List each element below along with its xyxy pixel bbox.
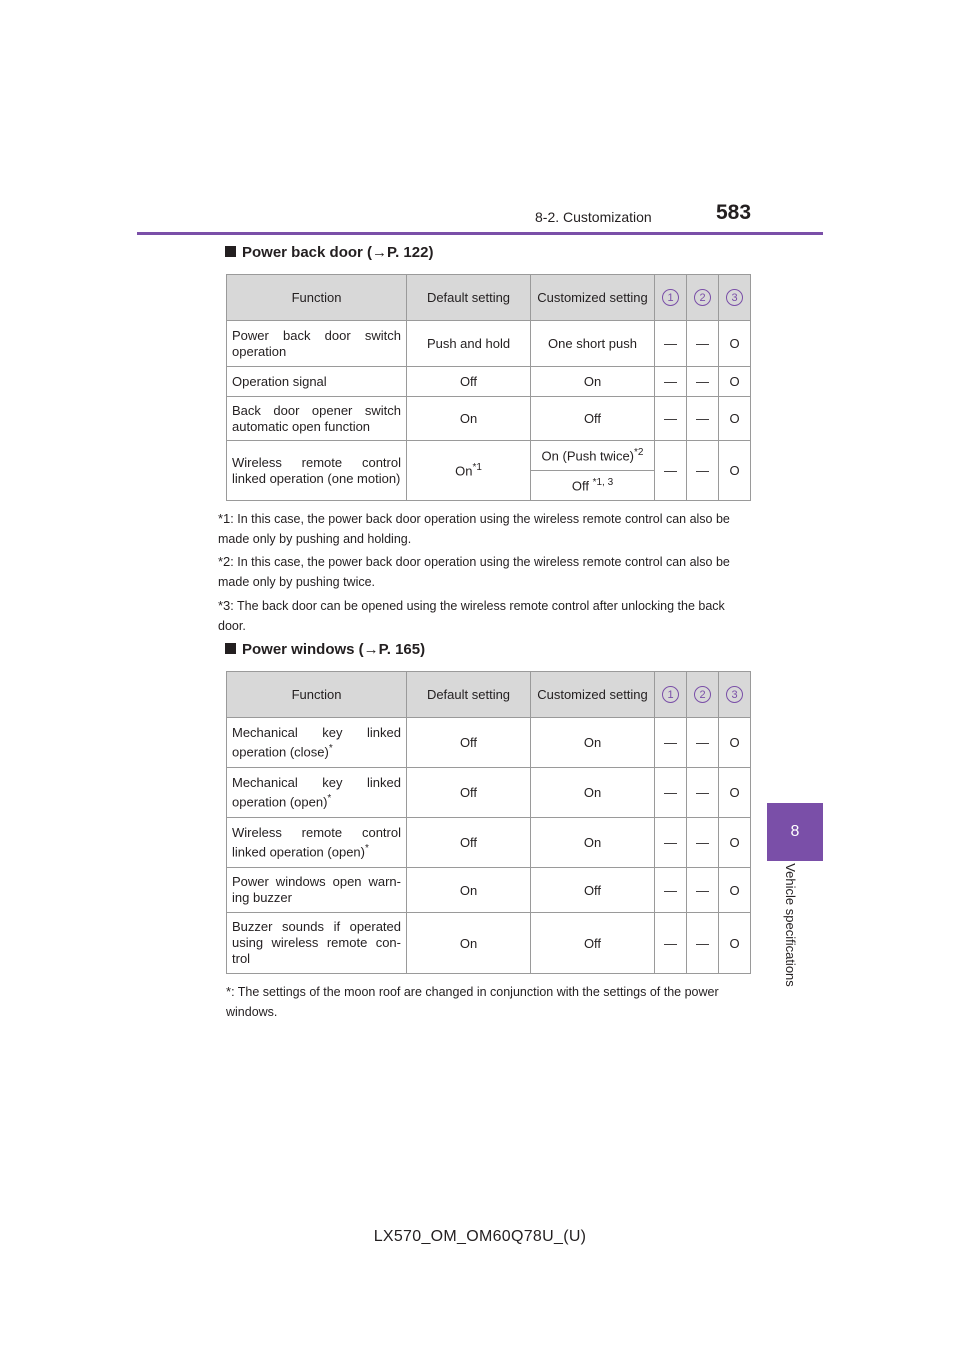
header-divider: [137, 232, 823, 235]
section-heading: 8-2. Customization: [535, 209, 652, 225]
table-row: Buzzer sounds if operated using wireless remote con-trol On Off — — O: [227, 913, 751, 974]
table-row: Wireless remote control linked operation (one motion) On$^{*1}$ On (Push twice)$^{*2}$ — — O: [227, 441, 751, 471]
power-back-door-table: [226, 274, 751, 501]
col-1: [655, 672, 687, 718]
circled-2-icon: 2: [694, 686, 711, 703]
table-row: Mechanical key linked operation (open)* Off On — — O: [227, 768, 751, 818]
col-function: Function: [227, 275, 407, 321]
table-row: Power windows open warn-ing buzzer On Off — — O: [227, 868, 751, 913]
circled-1-icon: 1: [662, 289, 679, 306]
footnote: *2: In this case, the power back door operation using the wireless remote control can also be made only by pushing twice.: [218, 554, 730, 589]
col-3: [719, 275, 751, 321]
square-bullet-icon: [225, 643, 236, 654]
section-title-power-back-door: Power back door (→P. 122): [225, 244, 433, 261]
table-row: Mechanical key linked operation (close)* Off On — — O: [227, 718, 751, 768]
table-row: Wireless remote control linked operation (open)* Off On — — O: [227, 818, 751, 868]
circled-3-icon: 3: [726, 289, 743, 306]
table-row: Power back door switch operation Push and hold One short push — — O: [227, 321, 751, 367]
power-windows-table: [226, 671, 751, 974]
col-2: [687, 275, 719, 321]
table-row: Back door opener switch automatic open function On Off — — O: [227, 397, 751, 441]
footnote: *3: The back door can be opened using the wireless remote control after unlocking the back door.: [218, 598, 725, 633]
col-2: [687, 672, 719, 718]
footnote: *1: In this case, the power back door operation using the wireless remote control can also be made only by pushing and holding.: [218, 511, 730, 546]
circled-2-icon: 2: [694, 289, 711, 306]
section-title-power-windows: Power windows (→P. 165): [225, 641, 425, 658]
square-bullet-icon: [225, 246, 236, 257]
table-row: Operation signal Off On — — O: [227, 367, 751, 397]
document-code-footer: LX570_OM_OM60Q78U_(U): [373, 1228, 587, 1245]
circled-3-icon: 3: [726, 686, 743, 703]
col-default: Default setting: [407, 672, 531, 718]
circled-1-icon: 1: [662, 686, 679, 703]
footnote: *: The settings of the moon roof are changed in conjunction with the settings of the power windows.: [226, 984, 719, 1019]
table-header-row: [227, 672, 751, 718]
col-customized: Customized setting: [531, 672, 655, 718]
col-default: Default setting: [407, 275, 531, 321]
chapter-number: 8: [790, 823, 800, 840]
chapter-label: Vehicle specifications: [783, 863, 798, 987]
col-function: Function: [227, 672, 407, 718]
table-row: Off $^{*1, 3}$: [227, 471, 751, 501]
col-1: [655, 275, 687, 321]
table-header-row: [227, 275, 751, 321]
col-customized: Customized setting: [531, 275, 655, 321]
col-3: [719, 672, 751, 718]
page-number: 583: [716, 201, 752, 224]
